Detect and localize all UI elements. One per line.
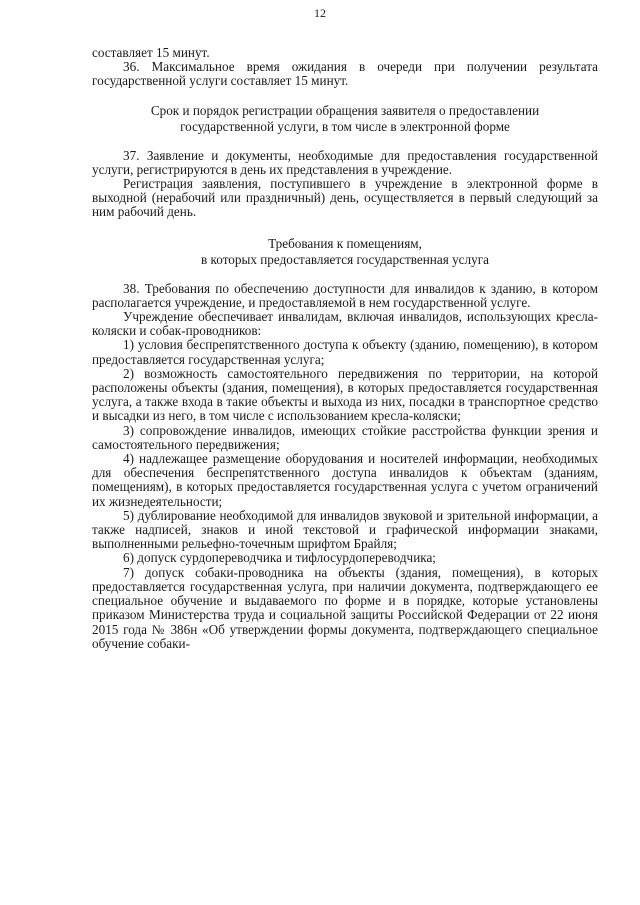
heading-line: Срок и порядок регистрации обращения заявителя о предоставлении bbox=[150, 102, 540, 118]
paragraph-institution: Учреждение обеспечивает инвалидам, включая инвалидов, использующих кресла-коляски и собак-проводников: bbox=[92, 309, 598, 339]
list-item-3: 3) сопровождение инвалидов, имеющих стойкие расстройства функции зрения и самостоятельного передвижения; bbox=[92, 422, 598, 452]
paragraph-36: 36. Максимальное время ожидания в очереди при получении результата государственной услуги составляет 15 минут. bbox=[92, 59, 598, 89]
document-body bbox=[92, 46, 598, 651]
list-item-2: 2) возможность самостоятельного передвижения по территории, на которой расположены объекты (здания, помещения), в которых предоставляется государственная услуга, а также входа в такие объекты и выхода из них, посадки в транспортное средство и высадки из него, в том числе с использованием кресла-коляски; bbox=[92, 365, 598, 424]
list-item-6: 6) допуск сурдопереводчика и тифлосурдопереводчика; bbox=[123, 550, 436, 566]
heading-line: в которых предоставляется государственная услуга bbox=[201, 251, 489, 267]
section-heading-registration bbox=[92, 103, 598, 135]
paragraph-38: 38. Требования по обеспечению доступности для инвалидов к зданию, в котором располагается учреждение, и предоставляемой в нем государственной услуге. bbox=[92, 280, 598, 310]
paragraph-continuation: составляет 15 минут. bbox=[92, 45, 210, 60]
list-item-5: 5) дублирование необходимой для инвалидов звуковой и зрительной информации, а также надписей, знаков и иной текстовой и графической информации знаками, выполненными рельефно-точечным шрифтом Брайля; bbox=[92, 507, 598, 552]
list-item-4: 4) надлежащее размещение оборудования и носителей информации, необходимых для обеспечения беспрепятственного доступа инвалидов к объектам (зданиям, помещениям), в которых предоставляется государственная услуга с учетом ограничений их жизнедеятельности; bbox=[92, 451, 598, 509]
list-item-7: 7) допуск собаки-проводника на объекты (здания, помещения), в которых предоставляется государственная услуга, при наличии документа, подтверждающего ее специальное обучение и выдаваемого по форме и в порядке, которые установлены приказом Министерства труда и социальной защиты Российской Федерации от 22 июня 2015 года № 386н «Об утверждении формы документа, подтверждающего специальное обучение собаки- bbox=[92, 564, 598, 651]
page-number: 12 bbox=[314, 6, 326, 20]
heading-line: государственной услуги, в том числе в электронной форме bbox=[180, 118, 510, 134]
heading-line: Требования к помещениям, bbox=[268, 235, 422, 251]
paragraph-37: 37. Заявление и документы, необходимые для предоставления государственной услуги, регистрируются в день их представления в учреждение. bbox=[92, 147, 598, 177]
list-item-1: 1) условия беспрепятственного доступа к объекту (зданию, помещению), в котором предоставляется государственная услуга; bbox=[92, 337, 598, 367]
section-heading-premises bbox=[92, 236, 598, 268]
paragraph-registration: Регистрация заявления, поступившего в учреждение в электронной форме в выходной (нерабочий или праздничный) день, осуществляется в первый следующий за ним рабочий день. bbox=[92, 176, 598, 220]
